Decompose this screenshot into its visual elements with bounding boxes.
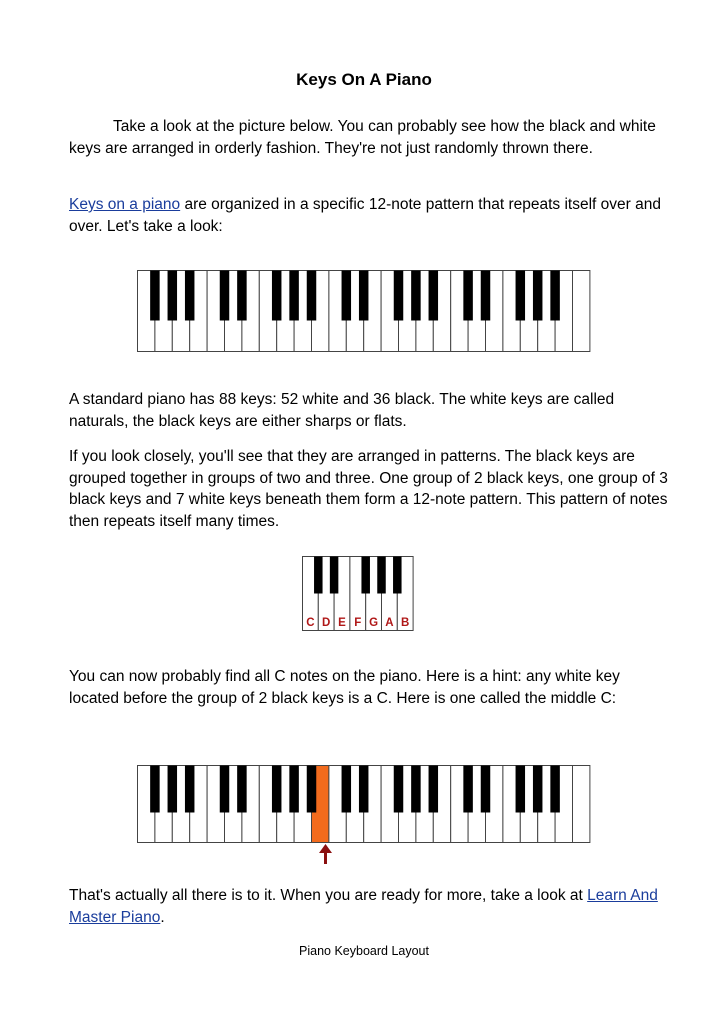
black-key (463, 766, 473, 813)
black-key (429, 766, 439, 813)
black-key (359, 271, 369, 321)
black-key (411, 766, 421, 813)
black-key (516, 766, 526, 813)
piano-octave-diagram (302, 556, 414, 632)
black-key (411, 271, 421, 321)
keys-on-a-piano-link[interactable]: Keys on a piano (69, 196, 181, 213)
note-label: E (338, 617, 346, 629)
note-label: D (322, 617, 331, 629)
middle-c-arrow-icon (319, 844, 332, 864)
black-key (168, 271, 178, 321)
black-key (394, 766, 404, 813)
black-key (168, 766, 178, 813)
black-key (342, 766, 352, 813)
black-key (394, 271, 404, 321)
page-footer: Piano Keyboard Layout (299, 944, 429, 958)
groups-paragraph: If you look closely, you'll see that they are arranged in patterns. The black keys are grouped together in groups of two and three. One group of 2 black keys, one group of 3 black keys and 7 white keys beneath them form a 12-note pattern. This pattern of notes then repeats itself many times. (69, 448, 668, 530)
closing-paragraph: That's actually all there is to it. When you are ready for more, take a look at Learn And Master Piano. (69, 887, 658, 926)
page-title: Keys On A Piano (296, 70, 432, 89)
intro-paragraph: Take a look at the picture below. You can probably see how the black and white keys are arranged in orderly fashion. They're not just randomly thrown there. (69, 118, 656, 157)
black-key (481, 766, 491, 813)
black-key (307, 766, 317, 813)
black-key (220, 766, 230, 813)
black-key (272, 271, 282, 321)
black-key (550, 766, 560, 813)
black-key (289, 766, 299, 813)
black-key (516, 271, 526, 321)
black-key (429, 271, 439, 321)
pattern-paragraph (69, 194, 669, 237)
black-key (361, 557, 370, 594)
white-key (573, 271, 590, 352)
black-key (533, 766, 543, 813)
learn-and-master-piano-link[interactable]: Learn And Master Piano (69, 887, 658, 926)
black-key (307, 271, 317, 321)
black-key (393, 557, 402, 594)
piano-keyboard-full (137, 270, 592, 353)
standard-piano-paragraph: A standard piano has 88 keys: 52 white and 36 black. The white keys are called naturals, the black keys are either sharps or flats. (69, 391, 615, 430)
white-key (573, 766, 590, 843)
pattern-paragraph-text: are organized in a specific 12-note pattern that repeats itself over and over. Let's take a look: (69, 196, 661, 235)
black-key (481, 271, 491, 321)
black-key (330, 557, 339, 594)
black-key (150, 271, 160, 321)
note-label: G (369, 617, 379, 629)
black-key (272, 766, 282, 813)
black-key (342, 271, 352, 321)
black-key (289, 271, 299, 321)
note-label: F (354, 617, 362, 629)
note-label: C (306, 617, 315, 629)
black-key (377, 557, 386, 594)
black-key (185, 271, 195, 321)
black-key (237, 271, 247, 321)
note-label: B (401, 617, 410, 629)
black-key (359, 766, 369, 813)
piano-keyboard-middle-c (137, 765, 592, 866)
closing-paragraph-text: That's actually all there is to it. When you are ready for more, take a look at (69, 887, 588, 904)
middle-c-paragraph: You can now probably find all C notes on the piano. Here is a hint: any white key located before the group of 2 black keys is a C. Here is one called the middle C: (69, 668, 620, 707)
black-key (150, 766, 160, 813)
note-label: A (385, 617, 394, 629)
black-key (237, 766, 247, 813)
black-key (463, 271, 473, 321)
black-key (220, 271, 230, 321)
black-key (314, 557, 323, 594)
black-key (533, 271, 543, 321)
black-key (185, 766, 195, 813)
black-key (550, 271, 560, 321)
